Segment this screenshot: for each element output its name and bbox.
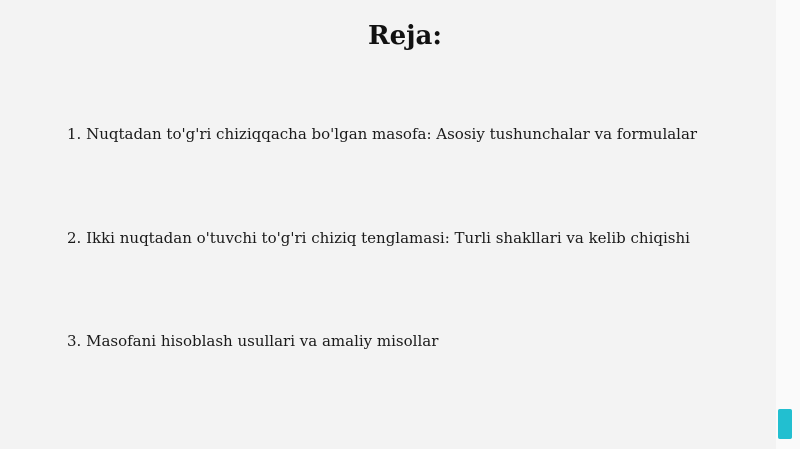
scrollbar-thumb[interactable] <box>778 409 792 439</box>
page-title: Reja: <box>367 21 442 51</box>
outline-item-3: 3. Masofani hisoblash usullari va amaliy misollar <box>67 332 439 350</box>
outline-item-1: 1. Nuqtadan to'g'ri chiziqqacha bo'lgan masofa: Asosiy tushunchalar va formulalar <box>67 125 698 143</box>
outline-item-2: 2. Ikki nuqtadan o'tuvchi to'g'ri chiziq tenglamasi: Turli shakllari va kelib chiqishi <box>67 229 690 247</box>
scrollbar-track[interactable] <box>776 0 800 449</box>
